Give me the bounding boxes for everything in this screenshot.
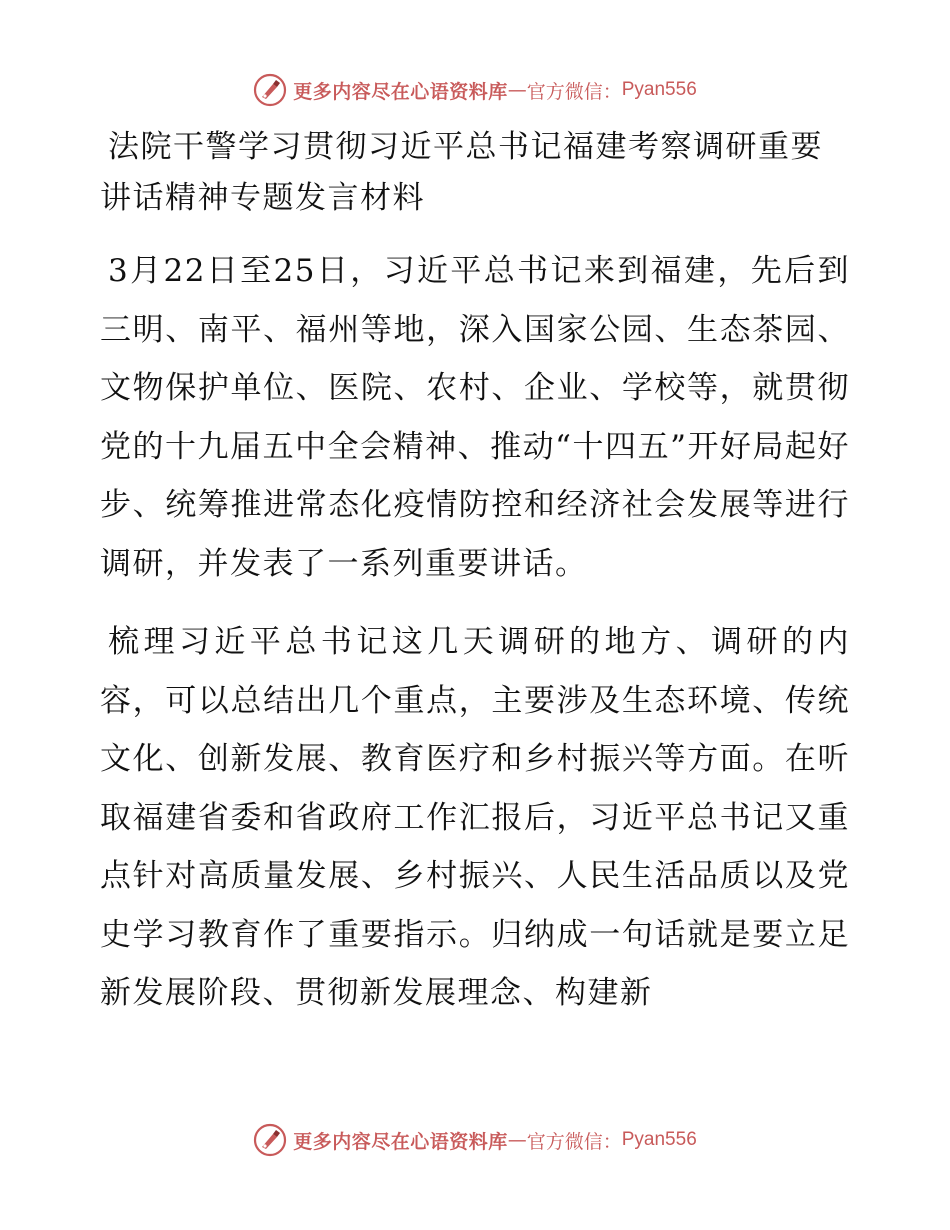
document-title: 法院干警学习贯彻习近平总书记福建考察调研重要讲话精神专题发言材料 bbox=[100, 129, 823, 216]
banner-wechat-id: Pyan556 bbox=[621, 79, 697, 100]
paragraph-1: 3月22日至25日，习近平总书记来到福建，先后到三明、南平、福州等地，深入国家公园、生态茶园、文物保护单位、医院、农村、企业、学校等，就贯彻党的十九届五中全会精神、推动“十四五”开好局起好步、统筹推进常态化疫情防控和经济社会发展等进行调研，并发表了一系列重要讲话。 bbox=[100, 253, 850, 582]
banner-wechat-label: 官方微信： bbox=[526, 1130, 622, 1153]
paragraph-2: 梳理习近平总书记这几天调研的地方、调研的内容，可以总结出几个重点，主要涉及生态环境、传统文化、创新发展、教育医疗和乡村振兴等方面。在听取福建省委和省政府工作汇报后，习近平总书记又重点针对高质量发展、乡村振兴、人民生活品质以及党史学习教育作了重要指示。归纳成一句话就是要立足新发展阶段、贯彻新发展理念、构建新 bbox=[100, 624, 850, 1011]
banner-separator: — bbox=[507, 79, 527, 101]
header-banner bbox=[0, 70, 950, 110]
banner-separator: — bbox=[507, 1129, 527, 1151]
banner-main-text: 更多内容尽在心语资料库 bbox=[293, 80, 508, 103]
banner-wechat-id: Pyan556 bbox=[621, 1129, 697, 1150]
banner-wechat-label: 官方微信： bbox=[526, 80, 622, 103]
banner-main-text: 更多内容尽在心语资料库 bbox=[293, 1130, 508, 1153]
document-body bbox=[100, 122, 850, 1023]
pen-nib-logo-icon bbox=[253, 73, 287, 107]
footer-banner bbox=[0, 1120, 950, 1160]
pen-nib-logo-icon bbox=[253, 1123, 287, 1157]
